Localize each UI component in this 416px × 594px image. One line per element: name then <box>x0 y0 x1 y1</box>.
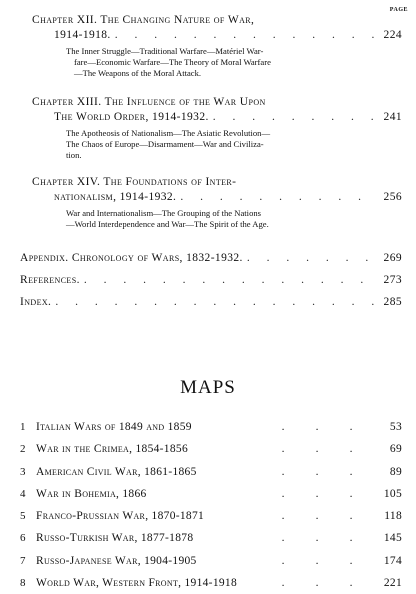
page-number: 118 <box>384 510 402 523</box>
maps-heading: MAPS <box>180 377 236 398</box>
toc-entry-references[interactable]: References. . . . 273 <box>20 269 402 291</box>
leader-dots <box>55 291 376 313</box>
page-number: 224 <box>383 29 402 41</box>
leader-dots <box>247 247 376 269</box>
leader-dots <box>115 28 376 43</box>
map-entry[interactable]: 3 American Civil War, 1861-1865 . . . 89 <box>20 461 402 483</box>
chapter-title-cont: nationalism, 1914-1932. . . . 256 <box>32 190 402 205</box>
maps-list <box>20 416 402 594</box>
map-entry[interactable]: 5 Franco-Prussian War, 1870-1871 . . . 118 <box>20 505 402 527</box>
chapter-title-cont: The World Order, 1914-1932. . . . 241 <box>32 110 402 125</box>
page-number: 273 <box>383 274 402 286</box>
chapter-summary: War and Internationalism—The Grouping of the Nations —World Interdependence and War—The Spirit of the Age. <box>66 208 269 229</box>
map-entry[interactable]: 2 War in the Crimea, 1854-1856 . . . 69 <box>20 438 402 460</box>
leader-dots: . . . <box>281 421 353 433</box>
leader-dots: . . . <box>281 443 353 456</box>
toc-entry-chapter-12[interactable] <box>32 13 402 79</box>
page-number: 241 <box>383 111 402 123</box>
chapter-summary: The Apotheosis of Nationalism—The Asiatic Revolution— The Chaos of Europe—Disarmament—War and Civiliza- tion. <box>66 128 271 160</box>
toc-entry-chapter-13[interactable] <box>32 95 402 161</box>
toc-entry-appendix[interactable]: Appendix. Chronology of Wars, 1832-1932. . . . 269 <box>20 247 402 269</box>
chapter-summary: The Inner Struggle—Traditional Warfare—Matériel War- fare—Economic Warfare—The Theory of Moral Warfare —The Weapons of the Moral Attack. <box>66 46 271 78</box>
leader-dots <box>180 190 376 205</box>
page-number: 221 <box>383 577 402 590</box>
map-entry[interactable]: 7 Russo-Japanese War, 1904-1905 . . . 174 <box>20 550 402 572</box>
map-entry[interactable]: 4 War in Bohemia, 1866 . . . 105 <box>20 483 402 505</box>
map-entry[interactable]: 8 World War, Western Front, 1914-1918 . . . 221 <box>20 572 402 594</box>
page-number: 69 <box>389 443 402 456</box>
leader-dots: . . . <box>281 510 353 523</box>
map-entry[interactable]: 6 Russo-Turkish War, 1877-1878 . . . 145 <box>20 527 402 549</box>
page-number: 269 <box>383 252 402 264</box>
toc-entry-index[interactable]: Index. . . . 285 <box>20 291 402 313</box>
page-number: 285 <box>383 296 402 308</box>
leader-dots <box>84 269 376 291</box>
page-number: 89 <box>389 465 402 478</box>
page-number: 145 <box>383 532 402 545</box>
map-entry[interactable]: 1 Italian Wars of 1849 and 1859 . . . 53 <box>20 416 402 438</box>
leader-dots <box>213 110 376 125</box>
chapter-title: Chapter XIII. The Influence of the War Upon <box>32 96 266 108</box>
leader-dots: . . . <box>281 532 353 545</box>
chapter-title: Chapter XIV. The Foundations of Inter- <box>32 176 237 188</box>
leader-dots: . . . <box>281 487 353 500</box>
page-number: 256 <box>383 191 402 203</box>
chapter-title-cont: 1914-1918. . . . 224 <box>32 28 402 43</box>
page-number: 105 <box>383 487 402 500</box>
page-number: 174 <box>383 554 402 567</box>
leader-dots: . . . <box>281 465 353 478</box>
page-number: 53 <box>389 421 402 433</box>
toc-entry-chapter-14[interactable] <box>32 175 402 230</box>
chapter-title: Chapter XII. The Changing Nature of War, <box>32 14 255 26</box>
leader-dots: . . . <box>281 577 353 590</box>
page-column-label: PAGE <box>389 7 408 13</box>
leader-dots: . . . <box>281 554 353 567</box>
back-matter-list <box>20 247 402 313</box>
